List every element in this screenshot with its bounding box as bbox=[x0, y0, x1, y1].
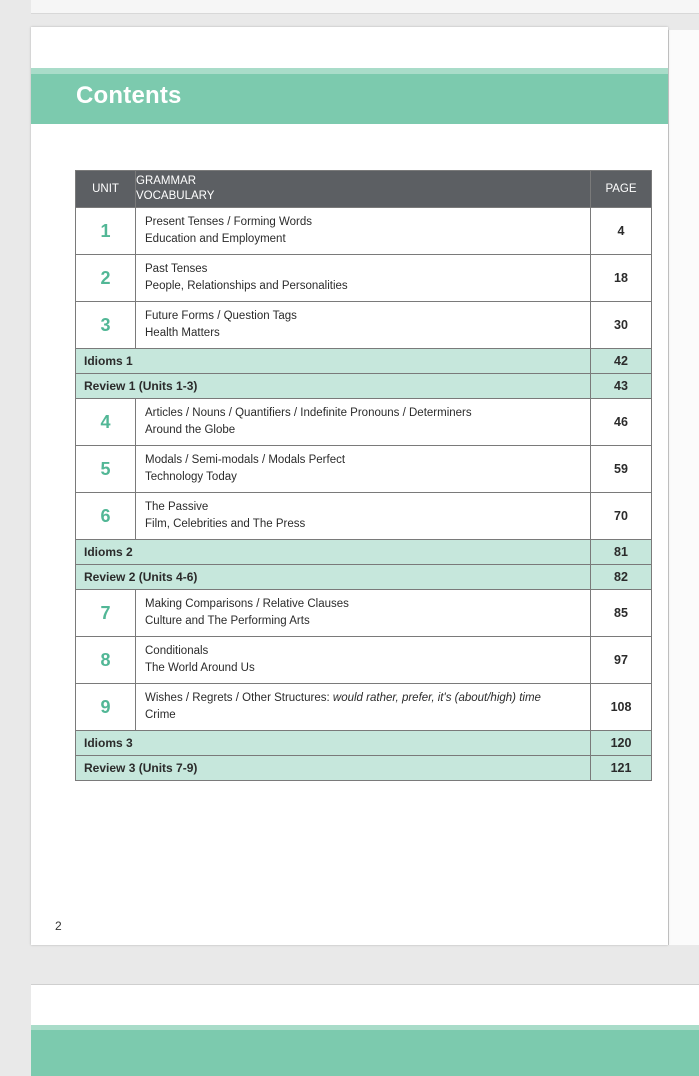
vocabulary-text: Health Matters bbox=[145, 327, 220, 339]
grammar-text: Past Tenses bbox=[145, 263, 208, 275]
unit-number: 6 bbox=[76, 493, 136, 540]
table-row-section bbox=[76, 540, 652, 565]
grammar-text-regular: Wishes / Regrets / Other Structures: bbox=[145, 692, 333, 704]
section-label: Review 1 (Units 1-3) bbox=[76, 374, 591, 399]
previous-page-edge bbox=[31, 0, 699, 14]
table-row bbox=[76, 302, 652, 349]
header-unit: UNIT bbox=[76, 171, 136, 208]
unit-topic bbox=[136, 590, 591, 637]
section-label: Idioms 2 bbox=[76, 540, 591, 565]
grammar-text: Conditionals bbox=[145, 645, 209, 657]
page-number-cell: 120 bbox=[591, 731, 652, 756]
table-row bbox=[76, 493, 652, 540]
unit-number: 7 bbox=[76, 590, 136, 637]
unit-number: 3 bbox=[76, 302, 136, 349]
grammar-text-italic: would rather, prefer, it's (about/high) time bbox=[332, 692, 541, 704]
page-number-cell: 59 bbox=[591, 446, 652, 493]
unit-number: 4 bbox=[76, 399, 136, 446]
header-page: PAGE bbox=[591, 171, 652, 208]
table-row-section bbox=[76, 374, 652, 399]
page-number-cell: 108 bbox=[591, 684, 652, 731]
page-number-cell: 85 bbox=[591, 590, 652, 637]
page-number-cell: 30 bbox=[591, 302, 652, 349]
vocabulary-text: Crime bbox=[145, 709, 176, 721]
contents-table bbox=[75, 170, 652, 781]
page-number: 2 bbox=[55, 919, 62, 933]
grammar-text: Making Comparisons / Relative Clauses bbox=[145, 598, 349, 610]
table-row bbox=[76, 446, 652, 493]
page-number-cell: 70 bbox=[591, 493, 652, 540]
grammar-text: Present Tenses / Forming Words bbox=[145, 216, 313, 228]
table-row bbox=[76, 208, 652, 255]
page-number-cell: 42 bbox=[591, 349, 652, 374]
page-title: Contents bbox=[76, 82, 182, 109]
next-page-header-band bbox=[31, 1025, 699, 1076]
next-page-edge bbox=[31, 984, 699, 1076]
table-row-section bbox=[76, 756, 652, 781]
page-number-cell: 4 bbox=[591, 208, 652, 255]
table-header-row bbox=[76, 171, 652, 208]
vocabulary-text: People, Relationships and Personalities bbox=[145, 280, 348, 292]
contents-page bbox=[31, 27, 668, 945]
section-label: Review 3 (Units 7-9) bbox=[76, 756, 591, 781]
section-label: Idioms 1 bbox=[76, 349, 591, 374]
grammar-text: Articles / Nouns / Quantifiers / Indefinite Pronouns / Determiners bbox=[145, 407, 472, 419]
unit-topic bbox=[136, 637, 591, 684]
grammar-text: Modals / Semi-modals / Modals Perfect bbox=[145, 454, 346, 466]
table-row bbox=[76, 637, 652, 684]
unit-number: 2 bbox=[76, 255, 136, 302]
unit-topic bbox=[136, 493, 591, 540]
table-row-section bbox=[76, 565, 652, 590]
page-number-cell: 81 bbox=[591, 540, 652, 565]
unit-topic bbox=[136, 399, 591, 446]
vocabulary-text: Film, Celebrities and The Press bbox=[145, 518, 306, 530]
header-vocabulary: VOCABULARY bbox=[136, 190, 215, 202]
facing-page-edge bbox=[668, 30, 699, 945]
vocabulary-text: Education and Employment bbox=[145, 233, 286, 245]
section-label: Review 2 (Units 4-6) bbox=[76, 565, 591, 590]
section-label: Idioms 3 bbox=[76, 731, 591, 756]
unit-number: 5 bbox=[76, 446, 136, 493]
vocabulary-text: Technology Today bbox=[145, 471, 237, 483]
unit-topic bbox=[136, 255, 591, 302]
header-grammar: GRAMMAR bbox=[136, 175, 197, 187]
page-number-cell: 82 bbox=[591, 565, 652, 590]
table-row-section bbox=[76, 349, 652, 374]
unit-topic bbox=[136, 302, 591, 349]
grammar-text: The Passive bbox=[145, 501, 209, 513]
unit-number: 8 bbox=[76, 637, 136, 684]
table-row bbox=[76, 590, 652, 637]
vocabulary-text: Around the Globe bbox=[145, 424, 236, 436]
grammar-text: Future Forms / Question Tags bbox=[145, 310, 297, 322]
unit-topic bbox=[136, 684, 591, 731]
unit-number: 9 bbox=[76, 684, 136, 731]
page-number-cell: 18 bbox=[591, 255, 652, 302]
page-number-cell: 46 bbox=[591, 399, 652, 446]
grammar-text bbox=[145, 690, 590, 707]
table-row-section bbox=[76, 731, 652, 756]
unit-topic bbox=[136, 446, 591, 493]
header-grammar-vocabulary bbox=[136, 171, 591, 208]
vocabulary-text: The World Around Us bbox=[145, 662, 255, 674]
page-number-cell: 97 bbox=[591, 637, 652, 684]
table-row bbox=[76, 684, 652, 731]
unit-number: 1 bbox=[76, 208, 136, 255]
page-number-cell: 121 bbox=[591, 756, 652, 781]
page-number-cell: 43 bbox=[591, 374, 652, 399]
unit-topic bbox=[136, 208, 591, 255]
vocabulary-text: Culture and The Performing Arts bbox=[145, 615, 310, 627]
table-row bbox=[76, 399, 652, 446]
table-row bbox=[76, 255, 652, 302]
